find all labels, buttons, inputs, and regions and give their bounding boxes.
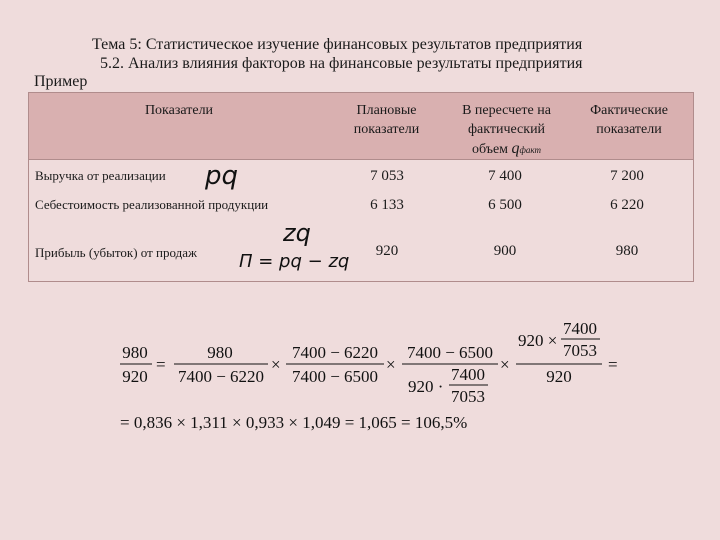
row-revenue-label: Выручка от реализации (35, 168, 166, 183)
header-recalc-line1: В пересчете на (462, 103, 551, 118)
row-profit-label: Прибыль (убыток) от продаж (35, 245, 197, 260)
eq-t1-num: 980 (122, 343, 148, 362)
example-label: Пример (34, 73, 88, 90)
row-profit-plan: 920 (375, 243, 399, 259)
eq-t3-num: 7400 − 6220 (291, 343, 379, 362)
row-revenue-actual: 7 200 (610, 168, 644, 184)
eq-equals-2: = (608, 355, 618, 374)
row-cost-plan: 6 133 (370, 197, 404, 213)
eq-t5-den: 920 (546, 367, 572, 386)
eq-t4-den-a: 920 · (408, 377, 444, 396)
row-revenue-recalc: 7 400 (488, 168, 522, 184)
eq-t4-den-num: 7400 (451, 365, 485, 384)
eq-times-2: × (386, 355, 396, 374)
eq-times-3: × (500, 355, 510, 374)
slide-title-line2: 5.2. Анализ влияния факторов на финансовые результаты предприятия (100, 55, 583, 72)
header-recalc-line2: фактический (467, 122, 546, 137)
header-actual: Фактические показатели (590, 103, 668, 137)
eq-t2-num: 980 (207, 343, 233, 362)
eq-t4-den-den: 7053 (451, 387, 485, 406)
eq-t4-num: 7400 − 6500 (406, 343, 494, 362)
header-plan: Плановые показатели (353, 103, 420, 137)
header-recalc-q-sub: факт (519, 145, 542, 155)
header-recalc-line3 (439, 139, 574, 160)
header-recalc-q: q (511, 140, 520, 157)
eq-t2-den: 7400 − 6220 (177, 367, 265, 386)
row-cost-formula: zq (283, 219, 311, 247)
row-profit-actual: 980 (615, 243, 639, 259)
eq-equals-1: = (156, 355, 166, 374)
slide-title-line1: Тема 5: Статистическое изучение финансовых результатов предприятия (92, 36, 583, 53)
eq-t3-den: 7400 − 6500 (291, 367, 379, 386)
row-cost-recalc: 6 500 (488, 197, 522, 213)
row-cost-label: Себестоимость реализованной продукции (35, 197, 269, 212)
row-profit-recalc: 900 (493, 243, 517, 259)
eq-t5-num-a: 920 × (518, 331, 558, 350)
header-indicators: Показатели (144, 103, 214, 118)
eq-t5-num-den: 7053 (563, 341, 597, 360)
row-revenue-plan: 7 053 (370, 168, 404, 184)
table-header (29, 93, 693, 160)
indicators-table (28, 92, 694, 282)
row-cost-actual: 6 220 (610, 197, 644, 213)
eq-t1-den: 920 (122, 367, 148, 386)
header-recalc (439, 101, 574, 160)
header-recalc-volume: объем (471, 142, 509, 157)
eq-t5-num-num: 7400 (563, 319, 597, 338)
row-revenue-formula: pq (205, 161, 239, 191)
row-profit-formula: П = pq − zq (239, 251, 350, 272)
eq-times-1: × (271, 355, 281, 374)
factor-analysis-equation (118, 316, 638, 436)
eq-result: = 0,836 × 1,311 × 0,933 × 1,049 = 1,065 = 106,5% (120, 413, 468, 432)
